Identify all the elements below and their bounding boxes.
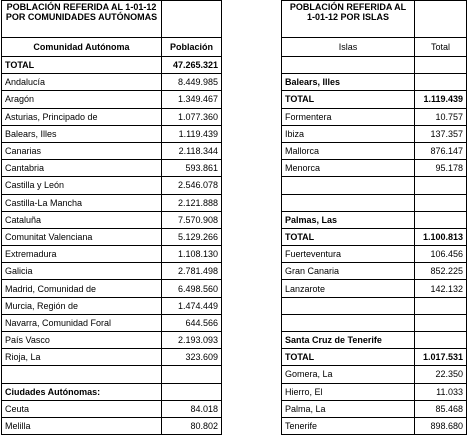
row-value: 2.193.093 xyxy=(162,332,222,349)
row-value: 85.468 xyxy=(415,400,467,417)
row-value xyxy=(415,314,467,331)
row-label: Hierro, El xyxy=(282,383,415,400)
row-value xyxy=(162,383,222,400)
table-row xyxy=(282,314,467,331)
row-value xyxy=(415,332,467,349)
row-value xyxy=(415,297,467,314)
table-row xyxy=(2,125,222,142)
row-label: Lanzarote xyxy=(282,280,415,297)
row-label: Murcia, Región de xyxy=(2,297,162,314)
table-row xyxy=(2,194,222,211)
col-header-community: Comunidad Autónoma xyxy=(2,38,162,57)
table-row xyxy=(2,160,222,177)
row-value: 1.108.130 xyxy=(162,246,222,263)
row-label: Rioja, La xyxy=(2,349,162,366)
row-value: 1.474.449 xyxy=(162,297,222,314)
row-value: 7.570.908 xyxy=(162,211,222,228)
table-row xyxy=(282,108,467,125)
table-row xyxy=(282,142,467,159)
row-label: Balears, Illes xyxy=(282,74,415,91)
row-label: Palma, La xyxy=(282,400,415,417)
row-label: TOTAL xyxy=(2,57,162,74)
row-value xyxy=(415,194,467,211)
row-value xyxy=(415,177,467,194)
row-label xyxy=(2,366,162,383)
row-value: 47.265.321 xyxy=(162,57,222,74)
row-label: Canarias xyxy=(2,142,162,159)
row-label: Gomera, La xyxy=(282,366,415,383)
right-table-title: POBLACIÓN REFERIDA AL 1-01-12 POR ISLAS xyxy=(282,1,415,38)
table-row xyxy=(2,91,222,108)
table-by-community xyxy=(1,0,222,435)
row-value xyxy=(415,211,467,228)
row-value: 1.077.360 xyxy=(162,108,222,125)
row-label xyxy=(282,297,415,314)
row-value xyxy=(162,366,222,383)
row-label: Madrid, Comunidad de xyxy=(2,280,162,297)
table-row xyxy=(282,280,467,297)
table-row xyxy=(2,74,222,91)
row-label: Comunitat Valenciana xyxy=(2,228,162,245)
table-row xyxy=(282,211,467,228)
table-row xyxy=(282,383,467,400)
table-row xyxy=(2,211,222,228)
table-row xyxy=(2,383,222,400)
row-value: 142.132 xyxy=(415,280,467,297)
row-value: 323.609 xyxy=(162,349,222,366)
row-value: 80.802 xyxy=(162,417,222,434)
row-label: Palmas, Las xyxy=(282,211,415,228)
row-label xyxy=(282,177,415,194)
table-by-island xyxy=(281,0,467,435)
row-value: 22.350 xyxy=(415,366,467,383)
table-row xyxy=(282,91,467,108)
row-label xyxy=(282,57,415,74)
table-row xyxy=(2,297,222,314)
right-title-blank xyxy=(415,1,467,38)
row-value: 106.456 xyxy=(415,246,467,263)
col-header-total: Total xyxy=(415,38,467,57)
row-label xyxy=(282,194,415,211)
row-value: 84.018 xyxy=(162,400,222,417)
row-label: Balears, Illes xyxy=(2,125,162,142)
row-label: Ciudades Autónomas: xyxy=(2,383,162,400)
table-row xyxy=(2,57,222,74)
col-header-islands: Islas xyxy=(282,38,415,57)
table-row xyxy=(282,125,467,142)
row-value: 95.178 xyxy=(415,160,467,177)
row-value: 852.225 xyxy=(415,263,467,280)
row-label: Galicia xyxy=(2,263,162,280)
row-label: Melilla xyxy=(2,417,162,434)
table-row xyxy=(2,417,222,434)
row-label: Ibiza xyxy=(282,125,415,142)
table-row xyxy=(2,228,222,245)
left-title-blank xyxy=(162,1,222,38)
row-value: 1.119.439 xyxy=(162,125,222,142)
row-value: 1.349.467 xyxy=(162,91,222,108)
table-row xyxy=(282,366,467,383)
table-row xyxy=(282,160,467,177)
row-label: Cantabria xyxy=(2,160,162,177)
row-label: País Vasco xyxy=(2,332,162,349)
row-value: 1.100.813 xyxy=(415,228,467,245)
row-label: Castilla-La Mancha xyxy=(2,194,162,211)
row-value: 1.017.531 xyxy=(415,349,467,366)
table-row xyxy=(282,400,467,417)
table-row xyxy=(2,280,222,297)
row-label: Fuerteventura xyxy=(282,246,415,263)
table-row xyxy=(2,177,222,194)
row-label xyxy=(282,314,415,331)
table-row xyxy=(282,177,467,194)
row-label: Extremadura xyxy=(2,246,162,263)
row-value: 1.119.439 xyxy=(415,91,467,108)
row-value: 876.147 xyxy=(415,142,467,159)
row-value: 2.781.498 xyxy=(162,263,222,280)
row-label: Andalucía xyxy=(2,74,162,91)
row-label: TOTAL xyxy=(282,228,415,245)
row-label: Santa Cruz de Tenerife xyxy=(282,332,415,349)
row-value: 5.129.266 xyxy=(162,228,222,245)
table-row xyxy=(2,246,222,263)
table-row xyxy=(282,349,467,366)
table-row xyxy=(2,332,222,349)
row-value: 10.757 xyxy=(415,108,467,125)
table-row xyxy=(2,400,222,417)
row-label: Navarra, Comunidad Foral xyxy=(2,314,162,331)
table-row xyxy=(282,332,467,349)
table-row xyxy=(282,297,467,314)
row-label: Menorca xyxy=(282,160,415,177)
row-value: 2.546.078 xyxy=(162,177,222,194)
col-header-population: Población xyxy=(162,38,222,57)
row-value: 2.118.344 xyxy=(162,142,222,159)
table-row xyxy=(282,263,467,280)
row-label: Mallorca xyxy=(282,142,415,159)
row-label: Ceuta xyxy=(2,400,162,417)
table-row xyxy=(2,263,222,280)
row-value xyxy=(415,74,467,91)
table-row xyxy=(2,349,222,366)
row-value: 8.449.985 xyxy=(162,74,222,91)
table-row xyxy=(2,108,222,125)
table-row xyxy=(2,314,222,331)
row-value: 898.680 xyxy=(415,417,467,434)
row-label: TOTAL xyxy=(282,91,415,108)
row-label: Tenerife xyxy=(282,417,415,434)
row-value: 593.861 xyxy=(162,160,222,177)
table-row xyxy=(282,194,467,211)
row-value: 2.121.888 xyxy=(162,194,222,211)
row-label: Formentera xyxy=(282,108,415,125)
row-value: 11.033 xyxy=(415,383,467,400)
row-value xyxy=(415,57,467,74)
row-label: TOTAL xyxy=(282,349,415,366)
row-value: 6.498.560 xyxy=(162,280,222,297)
row-label: Aragón xyxy=(2,91,162,108)
row-label: Castilla y León xyxy=(2,177,162,194)
table-row xyxy=(2,142,222,159)
left-table-title: POBLACIÓN REFERIDA AL 1-01-12 POR COMUNIDADES AUTÓNOMAS xyxy=(2,1,162,38)
table-row xyxy=(282,57,467,74)
table-row xyxy=(282,246,467,263)
table-row xyxy=(2,366,222,383)
row-label: Asturias, Principado de xyxy=(2,108,162,125)
row-value: 137.357 xyxy=(415,125,467,142)
table-row xyxy=(282,228,467,245)
row-label: Gran Canaria xyxy=(282,263,415,280)
table-row xyxy=(282,417,467,434)
row-label: Cataluña xyxy=(2,211,162,228)
table-row xyxy=(282,74,467,91)
row-value: 644.566 xyxy=(162,314,222,331)
